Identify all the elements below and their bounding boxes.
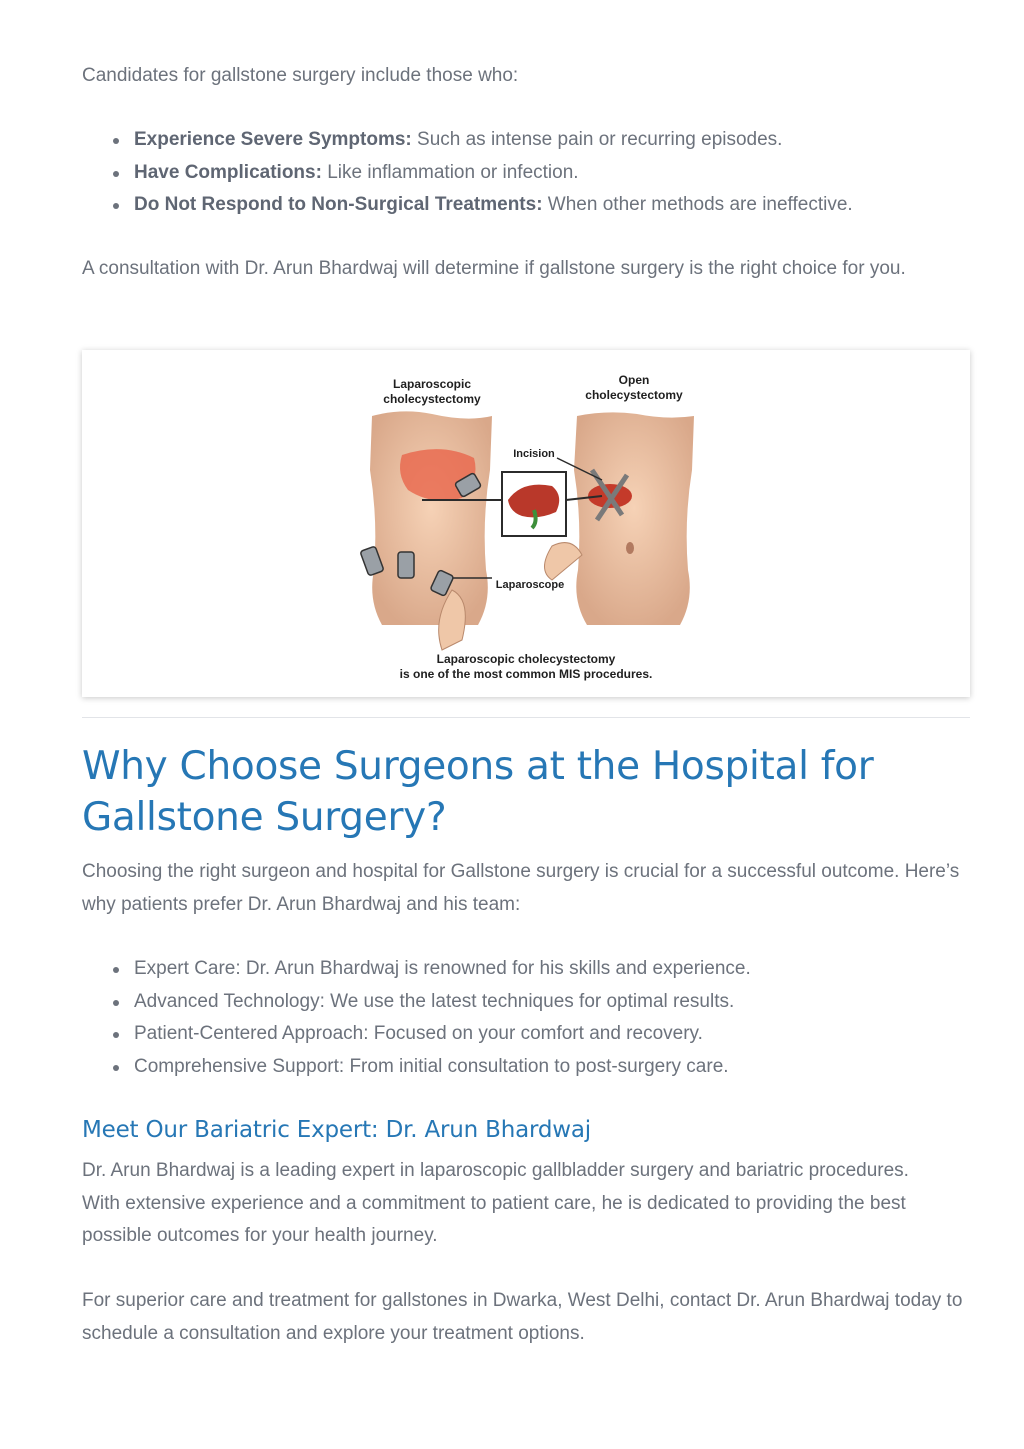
list-item: Patient-Centered Approach: Focused on your comfort and recovery. — [134, 1018, 962, 1051]
why-section — [82, 741, 972, 843]
expert-heading: Meet Our Bariatric Expert: Dr. Arun Bhardwaj — [82, 1117, 591, 1143]
navel — [626, 542, 634, 554]
why-list — [82, 953, 962, 1083]
why-intro-wrap — [82, 856, 967, 921]
list-item-strong: Have Complications: — [134, 161, 322, 183]
list-item-strong: Do Not Respond to Non-Surgical Treatments: — [134, 194, 543, 215]
list-item-text: When other methods are ineffective. — [542, 194, 853, 215]
consult-paragraph-wrap — [82, 253, 962, 286]
why-list-wrap — [82, 953, 962, 1083]
label-open-2: cholecystectomy — [585, 388, 683, 402]
list-item-text: Like inflammation or infection. — [321, 161, 579, 183]
caption-line-2: is one of the most common MIS procedures. — [399, 667, 653, 681]
list-item: Advanced Technology: We use the latest techniques for optimal results. — [134, 986, 962, 1019]
expert-para2-wrap — [82, 1285, 972, 1350]
label-incision: Incision — [513, 448, 555, 460]
list-item — [134, 157, 962, 190]
list-item: Comprehensive Support: From initial consultation to post-surgery care. — [134, 1051, 962, 1084]
torso-right — [574, 412, 694, 625]
list-item-strong: Experience Severe Symptoms: — [134, 129, 412, 150]
list-item — [134, 124, 962, 157]
label-laparoscopic-2: cholecystectomy — [383, 392, 481, 406]
list-item-text: Such as intense pain or recurring episodes. — [411, 129, 783, 150]
caption-line-1: Laparoscopic cholecystectomy — [436, 652, 616, 666]
why-intro: Choosing the right surgeon and hospital for Gallstone surgery is crucial for a successful outcome. Here’s why patients prefer Dr. Arun Bhardwaj and his team: — [82, 861, 960, 915]
label-laparoscopic: Laparoscopic — [392, 377, 472, 391]
expert-para1-wrap — [82, 1155, 952, 1253]
cholecystectomy-diagram — [82, 350, 970, 697]
list-item — [134, 189, 962, 222]
intro-section — [82, 60, 962, 93]
consult-paragraph: A consultation with Dr. Arun Bhardwaj will determine if gallstone surgery is the right choice for you. — [82, 258, 906, 279]
surgery-illustration — [82, 350, 970, 697]
expert-section — [82, 1115, 962, 1145]
label-laparoscope: Laparoscope — [495, 579, 565, 591]
hand-right — [545, 543, 583, 580]
expert-paragraph-2: For superior care and treatment for gallstones in Dwarka, West Delhi, contact Dr. Arun Bhardwaj today to schedule a consultation and explore your treatment options. — [82, 1290, 963, 1344]
intro-lead: Candidates for gallstone surgery include those who: — [82, 65, 519, 86]
torso-left — [370, 411, 492, 625]
section-divider — [82, 717, 970, 718]
why-heading: Why Choose Surgeons at the Hospital for Gallstone Surgery? — [82, 744, 874, 840]
candidate-list — [82, 124, 962, 222]
list-item: Expert Care: Dr. Arun Bhardwaj is renowned for his skills and experience. — [134, 953, 962, 986]
label-open: Open — [618, 373, 650, 387]
expert-paragraph-1: Dr. Arun Bhardwaj is a leading expert in laparoscopic gallbladder surgery and bariatric procedures. With extensive experience and a commitment to patient care, he is dedicated to providing the best possible outcomes for your health journey. — [82, 1160, 909, 1246]
candidate-list-wrap — [82, 124, 962, 222]
